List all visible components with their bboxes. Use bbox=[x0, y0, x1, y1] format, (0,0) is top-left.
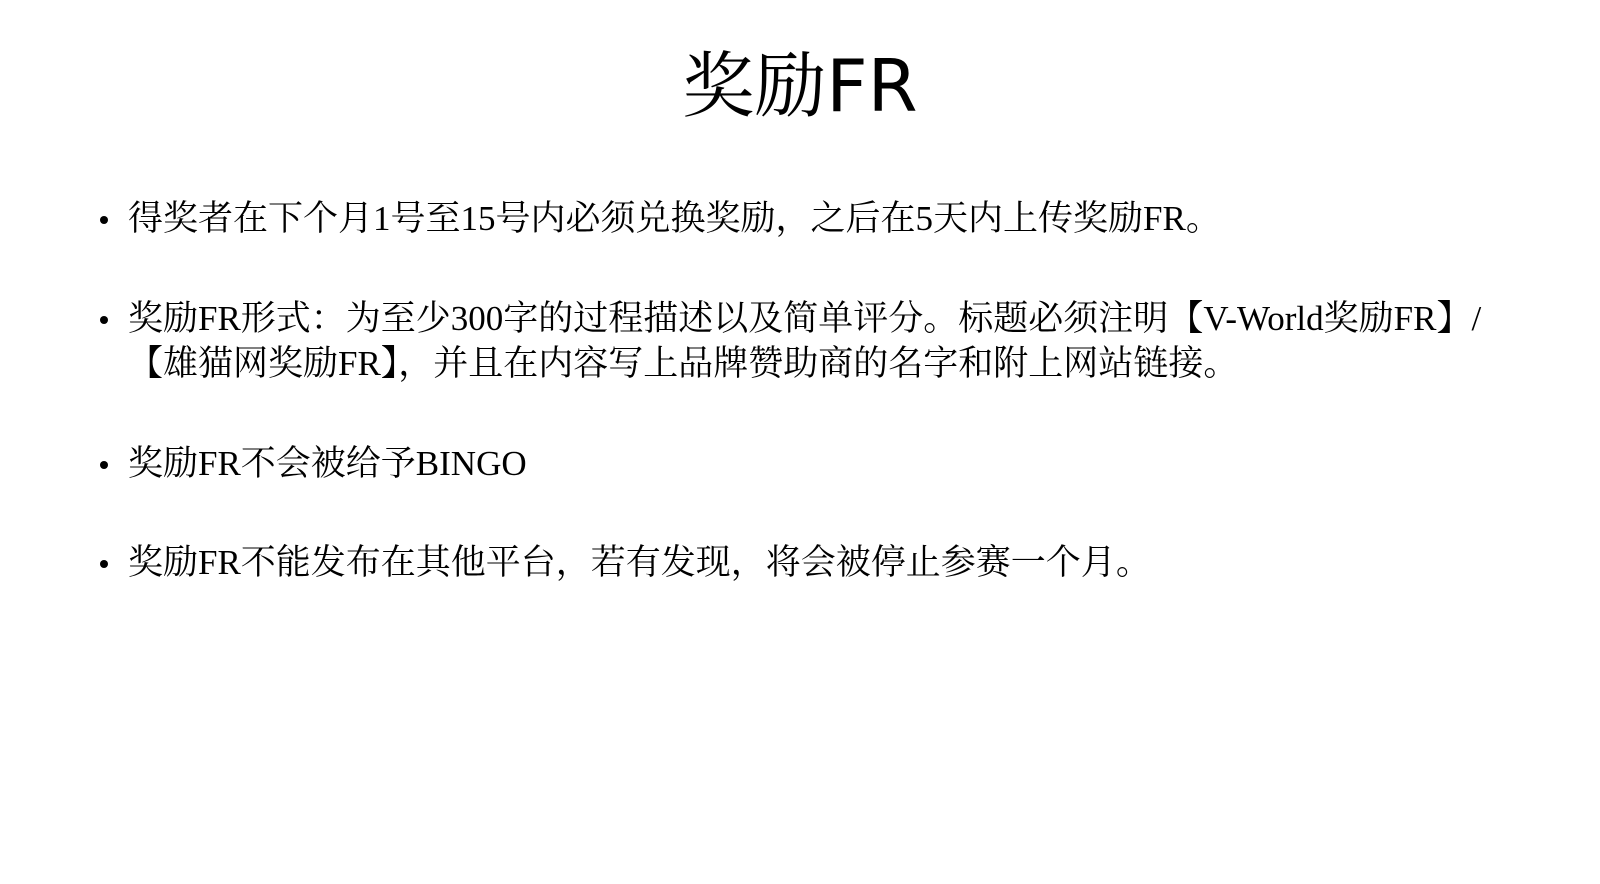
list-item: 得奖者在下个月1号至15号内必须兑换奖励，之后在5天内上传奖励FR。 bbox=[86, 196, 1526, 242]
slide-body bbox=[86, 196, 1526, 586]
list-item: 奖励FR不能发布在其他平台，若有发现，将会被停止参赛一个月。 bbox=[86, 540, 1526, 586]
list-item: 奖励FR形式：为至少300字的过程描述以及简单评分。标题必须注明【V-World奖励FR】/【雄猫网奖励FR】，并且在内容写上品牌赞助商的名字和附上网站链接。 bbox=[86, 296, 1526, 387]
page-title: 奖励FR bbox=[682, 44, 918, 128]
list-item: 奖励FR不会被给予BINGO bbox=[86, 441, 1526, 487]
bullet-list bbox=[86, 196, 1526, 586]
